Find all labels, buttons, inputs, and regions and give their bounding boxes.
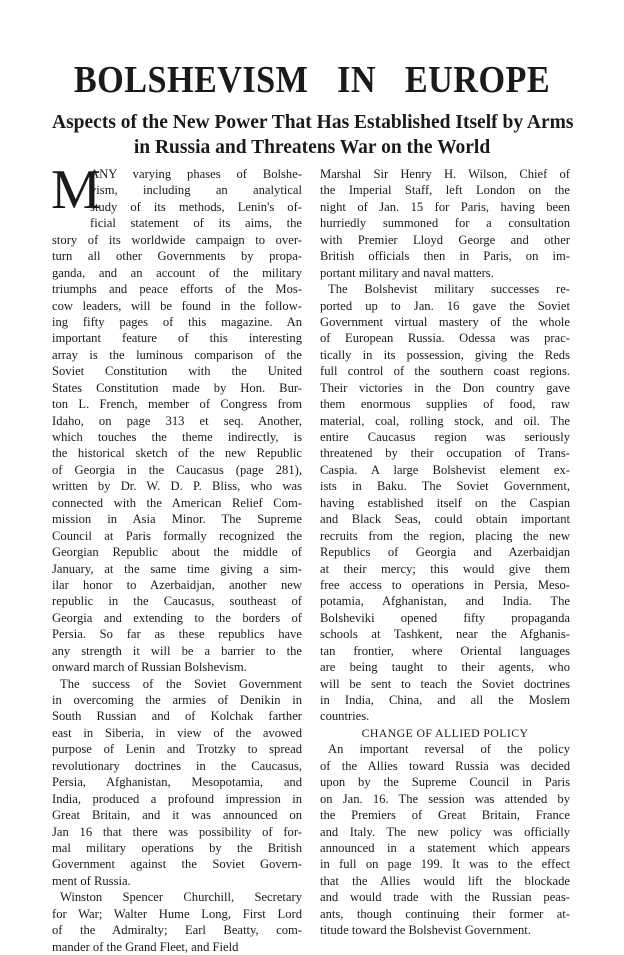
text-line: full control of the southern coast regions.: [320, 364, 570, 379]
text-line: on Jan. 16. The session was attended by: [320, 791, 570, 806]
text-line: Great Britain, and it was announced on: [52, 808, 302, 823]
subtitle-line-2: in Russia and Threatens War on the World: [133, 137, 491, 158]
text-line: Idaho, on page 313 et seq. Another,: [52, 413, 302, 428]
text-line: Government against the Soviet Govern-: [52, 857, 302, 872]
text-line: will be sent to teach the Soviet doctrines: [320, 676, 570, 691]
text-line: Bolsheviki opened fifty propaganda: [320, 610, 570, 625]
text-line: The Bolshevist military successes re-: [328, 282, 570, 297]
text-line: Government virtual mastery of the whole: [320, 314, 570, 329]
text-line: for War; Walter Hume Long, First Lord: [52, 906, 302, 921]
text-line: of the Admiralty; Earl Beatty, com-: [52, 923, 302, 938]
right-text-column: [320, 166, 570, 939]
text-line: in India, China, and all the Moslem: [320, 693, 570, 707]
drop-cap: M: [51, 159, 101, 221]
text-line: and Black Seas, could obtain important: [320, 512, 570, 527]
text-line: Persia. So far as these republics have: [52, 627, 302, 642]
text-line: Council at Paris formally recognized the: [52, 528, 302, 543]
text-line: east in Siberia, in view of the avowed: [52, 725, 302, 740]
text-line: ficial statement of its aims, the: [90, 216, 302, 231]
text-line: the Imperial Staff, left London on the: [320, 183, 570, 198]
text-line: in overcoming the armies of Denikin in: [52, 693, 302, 707]
text-line: ists in Baku. The Soviet Government,: [320, 479, 570, 494]
text-line: Persia, Afghanistan, Mesopotamia, and: [52, 775, 302, 790]
text-line: countries.: [320, 709, 370, 724]
text-line: tically in its possession, giving the Reds: [320, 347, 570, 362]
text-line: the Premiers of Great Britain, France: [320, 808, 570, 823]
text-line: Soviet Constitution with the United: [52, 364, 302, 379]
text-line: night of Jan. 15 for Paris, having been: [320, 199, 570, 214]
text-line: of Georgia in the Caucasus (page 281),: [52, 462, 302, 477]
text-line: having established itself on the Caspian: [320, 495, 570, 510]
text-line: An important reversal of the policy: [328, 742, 570, 757]
text-line: Georgia and extending to the borders of: [52, 610, 302, 625]
text-line: schools at Tashkent, near the Afghanis-: [320, 627, 570, 642]
text-line: announced in a statement which appears: [320, 840, 570, 855]
left-text-column: [51, 159, 302, 955]
text-line: array is the luminous comparison of the: [52, 347, 302, 362]
text-line: and Italy. The new policy was officially: [320, 824, 570, 839]
text-line: important feature of this interesting: [52, 331, 302, 346]
text-line: mal military operations by the British: [52, 840, 302, 855]
text-line: Caspia. A large Bolshevist element ex-: [320, 462, 570, 477]
text-line: are being taught to their agents, who: [320, 660, 570, 675]
text-line: ment of Russia.: [52, 873, 131, 888]
text-line: cow leaders, will be found in the follow-: [52, 298, 302, 313]
text-line: mander of the Grand Fleet, and Field: [52, 939, 239, 954]
text-line: South Russian and of Kolchak farther: [52, 709, 302, 724]
text-line: study of its methods, Lenin's of-: [90, 199, 302, 214]
text-line: Marshal Sir Henry H. Wilson, Chief of: [320, 167, 570, 181]
article-subtitle: [52, 110, 572, 160]
text-line: any strength it will be a barrier to the: [52, 643, 302, 658]
text-line: purpose of Lenin and Trotzky to spread: [52, 742, 302, 757]
text-line: British officials then in Paris, on im-: [320, 249, 570, 264]
text-line: and would trade with the Russian peas-: [320, 890, 570, 905]
text-line: Their victories in the Don country gave: [320, 380, 570, 395]
text-line: portant military and naval matters.: [320, 265, 494, 280]
text-line: upon by the Supreme Council in Paris: [320, 775, 570, 790]
text-line: vism, including an analytical: [90, 183, 302, 198]
text-line: of the Allies toward Russia was decided: [320, 758, 570, 773]
section-heading: CHANGE OF ALLIED POLICY: [361, 725, 529, 740]
text-line: India, produced a profound impression in: [52, 791, 302, 806]
text-line: the historical sketch of the new Republic: [52, 446, 302, 461]
text-line: threatened by their occupation of Trans-: [320, 446, 570, 461]
text-line: at their mercy; this would give them: [320, 561, 570, 576]
text-line: Winston Spencer Churchill, Secretary: [60, 890, 302, 905]
text-line: ported up to Jan. 16 gave the Soviet: [320, 298, 570, 313]
text-line: revolutionary doctrines in the Caucasus,: [52, 758, 302, 773]
text-line: ANY varying phases of Bolshe-: [90, 167, 302, 181]
text-line: republic in the Caucasus, southeast of: [52, 594, 302, 609]
text-line: States Constitution made by Hon. Bur-: [52, 380, 302, 395]
article-title: BOLSHEVISM IN EUROPE: [73, 59, 551, 101]
text-line: turn all other Governments by propa-: [52, 249, 302, 264]
text-line: potamia, Afghanistan, and India. The: [320, 594, 570, 609]
text-line: that the Allies would lift the blockade: [320, 873, 570, 888]
text-line: with Premier Lloyd George and other: [320, 232, 570, 247]
text-line: entire Caucasus region was seriously: [320, 430, 570, 444]
text-line: recruits from the region, placing the new: [320, 528, 570, 543]
subtitle-line-1: Aspects of the New Power That Has Established Itself by Arms: [52, 112, 574, 133]
text-line: free access to operations in Persia, Meso-: [320, 577, 570, 592]
text-line: ilar honor to Azerbaidjan, another new: [52, 577, 302, 592]
text-line: them enormous supplies of food, raw: [320, 397, 570, 412]
text-line: The success of the Soviet Government: [60, 676, 302, 691]
text-line: which touches the theme indirectly, is: [52, 430, 302, 444]
text-line: January, at the same time giving a sim-: [52, 561, 302, 576]
text-line: Jan 16 that there was possibility of for-: [52, 824, 302, 839]
text-line: in full on page 199. It was to the effect: [320, 857, 570, 872]
text-line: of European Russia. Odessa was prac-: [320, 331, 570, 346]
text-line: ants, though continuing their former at-: [320, 906, 570, 921]
text-line: material, coal, rolling stock, and oil. The: [320, 413, 570, 428]
text-line: onward march of Russian Bolshevism.: [52, 660, 247, 675]
text-line: connected with the American Relief Com-: [52, 495, 302, 510]
text-line: ton L. French, member of Congress from: [52, 397, 302, 412]
text-line: story of its worldwide campaign to over-: [52, 232, 302, 247]
text-line: hurriedly summoned for a consultation: [320, 216, 570, 231]
text-line: ing fifty pages of this magazine. An: [52, 314, 302, 329]
text-line: titude toward the Bolshevist Government.: [320, 923, 531, 938]
text-line: mission in Asia Minor. The Supreme: [52, 512, 302, 527]
text-line: Republics of Georgia and Azerbaidjan: [320, 545, 570, 560]
text-line: Georgian Republic about the middle of: [52, 545, 302, 560]
text-line: written by Dr. W. D. P. Bliss, who was: [52, 479, 302, 494]
text-line: tan frontier, where Oriental languages: [320, 643, 570, 658]
text-line: ganda, and an account of the military: [52, 265, 302, 280]
text-line: triumphs and peace efforts of the Mos-: [52, 282, 302, 297]
